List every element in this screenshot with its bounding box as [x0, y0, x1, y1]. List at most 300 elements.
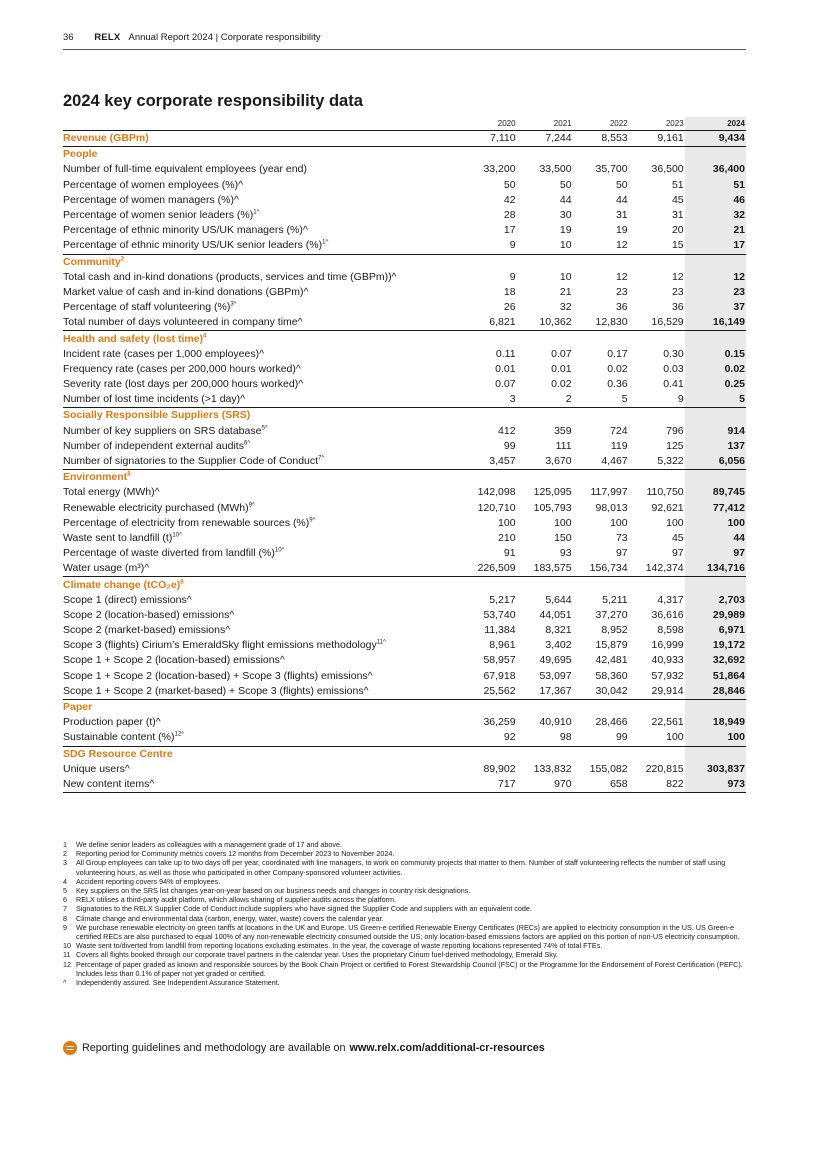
metric-label	[63, 347, 461, 362]
footnote-text: Independently assured. See Independent Assurance Statement.	[76, 978, 280, 988]
table-row	[63, 593, 746, 608]
metric-value: 8,321	[545, 624, 572, 637]
document-icon	[63, 1041, 77, 1055]
footnote	[63, 858, 746, 876]
metric-value: 40,933	[651, 654, 684, 667]
metric-value: 8,553	[573, 131, 629, 147]
table-row	[63, 669, 746, 684]
metric-label	[63, 439, 461, 454]
metric-value: 658	[573, 777, 629, 793]
metric-value: 0.01	[551, 362, 572, 375]
metric-label	[63, 300, 461, 315]
metric-value: 142,098	[477, 486, 516, 499]
table-row	[63, 501, 746, 516]
metric-label-text: Scope 2 (location-based) emissions^	[63, 608, 235, 621]
table-row	[63, 193, 746, 208]
footnote-number: 7	[63, 904, 67, 914]
cr-data-table-container	[63, 117, 746, 793]
metric-label	[63, 762, 461, 777]
metric-value: 9	[509, 270, 516, 283]
footnote-number: 12	[63, 959, 71, 969]
metric-value: 53,097	[539, 669, 572, 682]
metric-value-current: 0.02	[685, 362, 746, 377]
metric-label-text: Percentage of waste diverted from landfill (%)	[63, 547, 275, 560]
metric-value: 105,793	[533, 501, 572, 514]
metric-value: 36	[671, 301, 684, 314]
metric-value: 5	[573, 392, 629, 408]
footnote-text: All Group employees can take up to two days off per year, coordinated with line managers, to work on community projects that matter to them. Number of staff volunteering reflects the number of staff using volunteering hours, as well as those who participated in other Company-sponsored volunteer activities.	[76, 858, 726, 877]
metric-label-text: Scope 1 + Scope 2 (market-based) + Scope 3 (flights) emissions^	[63, 684, 369, 697]
metric-value: 44	[559, 193, 572, 206]
metric-value-current: 973	[685, 777, 746, 793]
metric-value-current: 77,412	[685, 501, 746, 516]
metric-label	[63, 454, 461, 470]
metric-value: 0.17	[607, 347, 628, 360]
footnote-ref: 5^	[261, 425, 268, 432]
metric-value: 50	[559, 178, 572, 191]
metric-value: 58,360	[595, 669, 628, 682]
current-year-cell	[685, 470, 746, 486]
metric-value: 97	[615, 547, 628, 560]
metric-value: 44,051	[539, 608, 572, 621]
table-row	[63, 424, 746, 439]
metric-value: 12	[573, 238, 629, 254]
metric-label-text: Percentage of women employees (%)^	[63, 178, 244, 191]
footnote-text: Signatories to the RELX Supplier Code of Conduct include suppliers who have signed the Supplier Code and suppliers with an equivalent code.	[76, 904, 532, 914]
section-header-row	[63, 470, 746, 486]
table-row	[63, 362, 746, 377]
footnote-ref: 12^	[174, 731, 184, 738]
year-header-current: 2024	[685, 117, 746, 131]
metric-label	[63, 684, 461, 700]
metric-label	[63, 516, 461, 531]
metric-value: 724	[610, 424, 628, 437]
metric-value: 36,500	[651, 163, 684, 176]
section-title	[63, 746, 685, 762]
metric-value: 5,322	[629, 454, 685, 470]
metric-value: 15,879	[595, 639, 628, 652]
metric-value: 142,374	[629, 561, 685, 577]
metric-value: 0.36	[607, 378, 628, 391]
footnote-number: 8	[63, 913, 67, 923]
section-title	[63, 254, 685, 270]
metric-value-current: 137	[685, 439, 746, 454]
metric-label	[63, 162, 461, 177]
footnote-text: Percentage of paper graded as known and responsible sources by the Book Chain Project or certified to Forest Stewardship Council (FSC) or the Programme for the Endorsement of Forest Certification (PEFC). Includes less than 0.1% of paper not yet graded or certified.	[76, 959, 743, 978]
table-row	[63, 377, 746, 392]
footnote-number: 11	[63, 950, 71, 960]
metric-label	[63, 623, 461, 638]
page-title: 2024 key corporate responsibility data	[63, 92, 363, 110]
footnote-number: 9	[63, 922, 67, 932]
metric-label-text: Sustainable content (%)	[63, 731, 175, 744]
footnote	[63, 877, 746, 886]
metric-label-text: Number of signatories to the Supplier Code of Conduct	[63, 455, 319, 468]
metric-value: 98,013	[595, 501, 628, 514]
metric-value: 29,914	[629, 684, 685, 700]
footnote-number: 5	[63, 886, 67, 896]
guidance-link[interactable]: www.relx.com/additional-cr-resources	[349, 1042, 545, 1054]
metric-label-text: Number of lost time incidents (>1 day)^	[63, 393, 246, 406]
section-title-text: People	[63, 148, 98, 161]
footnote-ref: 9^	[248, 502, 255, 509]
metric-value-current: 18,949	[685, 715, 746, 730]
metric-value: 7,110	[461, 131, 517, 147]
footnote	[63, 950, 746, 959]
metric-label-text: Water usage (m³)^	[63, 562, 150, 575]
section-title-text: Paper	[63, 701, 93, 714]
current-year-cell	[685, 577, 746, 593]
metric-label	[63, 546, 461, 561]
footnote-ref: 1^	[322, 239, 329, 246]
metric-label	[63, 392, 461, 408]
section-title-text: Climate change (tCO₂e)	[63, 578, 181, 591]
footnote	[63, 914, 746, 923]
metric-value-current: 5	[685, 392, 746, 408]
footnote-text: Waste sent to/diverted from landfill from reporting locations excluding estimates. In the year, the coverage of waste reporting locations represented 74% of total FTEs.	[76, 941, 603, 951]
current-year-cell	[685, 331, 746, 347]
metric-value: 7,244	[517, 131, 573, 147]
footnote-text: We purchase renewable electricity on green tariffs at locations in the UK and Europe. US Green-e certified Renewable Energy Certificates (RECs) are applied to electricity consumption in the US. US Green-e certified RECs are also purchased to equal 100% of any non-renewable electricity consumed outside the US; only location-based emissions factors are applied on this portion of non-US electricity consumption.	[76, 922, 740, 942]
metric-label	[63, 531, 461, 546]
metric-label	[63, 223, 461, 238]
section-title	[63, 147, 685, 163]
metric-value: 57,932	[651, 669, 684, 682]
metric-value-current: 100	[685, 730, 746, 746]
footnote-ref: 7^	[318, 455, 325, 462]
metric-value: 10	[517, 238, 573, 254]
page-number: 36	[63, 32, 74, 43]
section-header-row	[63, 254, 746, 270]
table-row	[63, 684, 746, 700]
metric-value: 42,481	[595, 654, 628, 667]
footnote-text: RELX utilises a third-party audit platform, which allows sharing of supplier audits across the platform.	[76, 895, 396, 905]
table-row	[63, 392, 746, 408]
metric-value: 50	[615, 178, 628, 191]
section-title	[63, 470, 685, 486]
guidance-line	[63, 1041, 545, 1055]
footnote-ref: 11^	[376, 639, 386, 646]
metric-value: 10	[559, 270, 572, 283]
metric-value: 31	[671, 209, 684, 222]
metric-value: 35,700	[595, 163, 628, 176]
metric-label-text: Market value of cash and in-kind donations (GBPm)^	[63, 285, 309, 298]
metric-label-text: Percentage of ethnic minority US/UK managers (%)^	[63, 224, 308, 237]
table-body	[63, 131, 746, 793]
metric-value: 226,509	[461, 561, 517, 577]
metric-label-text: Scope 1 (direct) emissions^	[63, 593, 192, 606]
metric-label-text: Waste sent to landfill (t)	[63, 531, 173, 544]
table-row	[63, 546, 746, 561]
metric-value: 42	[503, 193, 516, 206]
metric-label	[63, 608, 461, 623]
metric-value: 717	[461, 777, 517, 793]
metric-value: 92,621	[651, 501, 684, 514]
metric-value: 23	[671, 285, 684, 298]
cr-data-table	[63, 117, 746, 793]
footnote	[63, 895, 746, 904]
metric-value: 12,830	[573, 315, 629, 331]
metric-value: 0.02	[551, 378, 572, 391]
metric-label	[63, 730, 461, 746]
metric-value-current: 32,692	[685, 653, 746, 668]
table-row	[63, 608, 746, 623]
current-year-cell	[685, 699, 746, 715]
table-row	[63, 300, 746, 315]
footnote	[63, 941, 746, 950]
metric-value: 17	[503, 224, 516, 237]
section-title	[63, 408, 685, 424]
metric-value: 125	[666, 439, 684, 452]
metric-value: 23	[615, 285, 628, 298]
section-title	[63, 331, 685, 347]
footnote-ref: 10^	[172, 532, 182, 539]
table-row	[63, 531, 746, 546]
metric-value-current: 16,149	[685, 315, 746, 331]
metric-value: 150	[554, 531, 572, 544]
footnote-text: Key suppliers on the SRS list changes year-on-year based on our business needs and changes in country risk designations.	[76, 886, 471, 896]
guidance-text: Reporting guidelines and methodology are available on	[82, 1042, 346, 1054]
table-row	[63, 162, 746, 177]
metric-label	[63, 315, 461, 331]
metric-value-current: 17	[685, 238, 746, 254]
metric-value: 220,815	[645, 762, 684, 775]
year-header: 2022	[573, 117, 629, 131]
metric-label-text: Renewable electricity purchased (MWh)	[63, 501, 249, 514]
metric-value: 210	[498, 531, 516, 544]
table-row	[63, 315, 746, 331]
metric-label	[63, 270, 461, 285]
metric-value: 97	[671, 547, 684, 560]
metric-value-current: 6,971	[685, 623, 746, 638]
table-row	[63, 270, 746, 285]
table-row	[63, 485, 746, 500]
metric-value: 19	[559, 224, 572, 237]
metric-label	[63, 208, 461, 223]
metric-label	[63, 131, 461, 147]
metric-value-current: 89,745	[685, 485, 746, 500]
page-header	[63, 32, 746, 43]
report-title: Annual Report 2024 | Corporate responsibility	[128, 32, 321, 43]
section-header-row	[63, 746, 746, 762]
metric-value: 0.11	[495, 347, 516, 360]
section-title-text: Socially Responsible Suppliers (SRS)	[63, 409, 251, 422]
metric-value: 100	[666, 516, 684, 529]
metric-value: 33,500	[539, 163, 572, 176]
section-title-text: Community	[63, 255, 121, 268]
metric-label-text: Frequency rate (cases per 200,000 hours worked)^	[63, 362, 301, 375]
footnote	[63, 886, 746, 895]
metric-value: 37,270	[595, 608, 628, 621]
metric-value: 156,734	[573, 561, 629, 577]
metric-value: 0.01	[495, 362, 516, 375]
metric-value: 45	[671, 193, 684, 206]
section-header-row	[63, 147, 746, 163]
metric-label-text: Number of independent external audits	[63, 439, 244, 452]
metric-value: 50	[503, 178, 516, 191]
footnote-ref: 3^	[230, 301, 237, 308]
section-title	[63, 699, 685, 715]
metric-value: 11,384	[484, 624, 516, 637]
metric-value-current: 51	[685, 178, 746, 193]
metric-label	[63, 777, 461, 793]
metric-value: 100	[554, 516, 572, 529]
metric-value-current: 51,864	[685, 669, 746, 684]
metric-value: 91	[503, 547, 516, 560]
table-row	[63, 285, 746, 300]
footnote-text: We define senior leaders as colleagues with a management grade of 17 and above.	[76, 840, 342, 849]
footnote-ref: 6^	[243, 440, 251, 447]
metric-label-text: Percentage of women senior leaders (%)	[63, 209, 254, 222]
footnote-ref: 9^	[309, 517, 316, 524]
table-row	[63, 208, 746, 223]
footnote	[63, 960, 746, 978]
footnote-number: 1	[63, 840, 67, 849]
metric-value: 22,561	[651, 716, 684, 729]
metric-value: 0.30	[663, 347, 684, 360]
metric-value: 10,362	[517, 315, 573, 331]
metric-value: 5,644	[545, 593, 572, 606]
metric-value: 125,095	[533, 486, 572, 499]
metric-value-current: 21	[685, 223, 746, 238]
metric-label-text: Unique users^	[63, 762, 130, 775]
year-header: 2023	[629, 117, 685, 131]
metric-value: 8,961	[489, 639, 516, 652]
metric-value-current: 303,837	[685, 762, 746, 777]
metric-value: 822	[629, 777, 685, 793]
metric-value-current: 0.15	[685, 347, 746, 362]
footnote	[63, 904, 746, 913]
metric-value: 99	[573, 730, 629, 746]
footnote-number: 6	[63, 895, 67, 905]
metric-label	[63, 669, 461, 684]
metric-label-text: Total energy (MWh)^	[63, 486, 160, 499]
footnote-ref: 8	[127, 471, 131, 478]
metric-value-current: 12	[685, 270, 746, 285]
metric-value: 4,317	[657, 593, 684, 606]
metric-value-current: 914	[685, 424, 746, 439]
table-row	[63, 762, 746, 777]
metric-value-current: 134,716	[685, 561, 746, 577]
metric-value-current: 9,434	[685, 131, 746, 147]
metric-value: 3	[461, 392, 517, 408]
metric-label-text: Number of key suppliers on SRS database	[63, 424, 262, 437]
metric-label-text: Scope 2 (market-based) emissions^	[63, 624, 231, 637]
metric-value: 9	[461, 238, 517, 254]
metric-value: 31	[615, 209, 628, 222]
current-year-cell	[685, 254, 746, 270]
metric-value-current: 0.25	[685, 377, 746, 392]
metric-value: 25,562	[461, 684, 517, 700]
metric-value-current: 29,989	[685, 608, 746, 623]
metric-value-current: 36,400	[685, 162, 746, 177]
metric-label	[63, 485, 461, 500]
metric-label-text: Scope 1 + Scope 2 (location-based) emissions^	[63, 654, 285, 667]
footnotes	[63, 840, 746, 987]
footnote-number: 4	[63, 876, 67, 886]
metric-value-current: 6,056	[685, 454, 746, 470]
metric-value: 0.41	[663, 378, 684, 391]
metric-label	[63, 238, 461, 254]
metric-value: 49,695	[539, 654, 572, 667]
metric-value: 58,957	[483, 654, 516, 667]
metric-label	[63, 501, 461, 516]
metric-value: 51	[671, 178, 684, 191]
metric-label	[63, 653, 461, 668]
metric-value: 30,042	[573, 684, 629, 700]
metric-value-current: 2,703	[685, 593, 746, 608]
table-row	[63, 777, 746, 793]
metric-value: 155,082	[589, 762, 628, 775]
footnote-number: 3	[63, 858, 67, 868]
metric-value: 2	[517, 392, 573, 408]
metric-value: 8,952	[601, 624, 628, 637]
table-header-row	[63, 117, 746, 131]
footnote-text: Covers all flights booked through our corporate travel partners in the calendar year. Uses the proprietary Cirium fuel-derived methodology, Emerald Sky.	[76, 950, 558, 960]
metric-value: 5,217	[489, 593, 516, 606]
metric-value: 183,575	[517, 561, 573, 577]
current-year-cell	[685, 408, 746, 424]
metric-value-current: 32	[685, 208, 746, 223]
metric-value: 16,529	[629, 315, 685, 331]
footnote-number: 2	[63, 849, 67, 859]
metric-value: 12	[615, 270, 628, 283]
current-year-cell	[685, 746, 746, 762]
metric-label-text: Total cash and in-kind donations (products, services and time (GBPm))^	[63, 270, 397, 283]
metric-value: 67,918	[483, 669, 516, 682]
metric-value: 36	[615, 301, 628, 314]
table-row	[63, 238, 746, 254]
metric-value: 359	[554, 424, 572, 437]
metric-value-current: 100	[685, 516, 746, 531]
section-title-text: Health and safety (lost time)	[63, 332, 204, 345]
metric-label-text: Percentage of women managers (%)^	[63, 193, 239, 206]
metric-label	[63, 561, 461, 577]
metric-value-current: 97	[685, 546, 746, 561]
metric-value-current: 19,172	[685, 638, 746, 653]
metric-value: 99	[503, 439, 516, 452]
metric-value: 92	[461, 730, 517, 746]
metric-value: 0.02	[607, 362, 628, 375]
header-divider	[63, 49, 746, 50]
metric-value: 26	[503, 301, 516, 314]
metric-label-text: Severity rate (lost days per 200,000 hours worked)^	[63, 378, 304, 391]
metric-value: 45	[671, 531, 684, 544]
metric-value: 412	[498, 424, 516, 437]
metric-value-current: 37	[685, 300, 746, 315]
footnote-text: Accident reporting covers 94% of employees.	[76, 876, 221, 886]
metric-value: 73	[615, 531, 628, 544]
metric-value: 0.07	[551, 347, 572, 360]
metric-label-text: Incident rate (cases per 1,000 employees)^	[63, 347, 265, 360]
table-row	[63, 730, 746, 746]
section-title	[63, 577, 685, 593]
metric-value: 100	[498, 516, 516, 529]
metric-value: 28,466	[595, 716, 628, 729]
metric-value: 3,670	[517, 454, 573, 470]
metric-label	[63, 193, 461, 208]
table-row	[63, 131, 746, 147]
metric-label-text: Percentage of electricity from renewable sources (%)	[63, 516, 310, 529]
metric-label	[63, 362, 461, 377]
metric-value: 12	[671, 270, 684, 283]
metric-value: 28	[503, 209, 516, 222]
metric-value-current: 28,846	[685, 684, 746, 700]
metric-label	[63, 715, 461, 730]
metric-value: 32	[559, 301, 572, 314]
metric-value: 117,997	[590, 486, 628, 499]
metric-label-text: Percentage of ethnic minority US/UK senior leaders (%)	[63, 239, 323, 252]
